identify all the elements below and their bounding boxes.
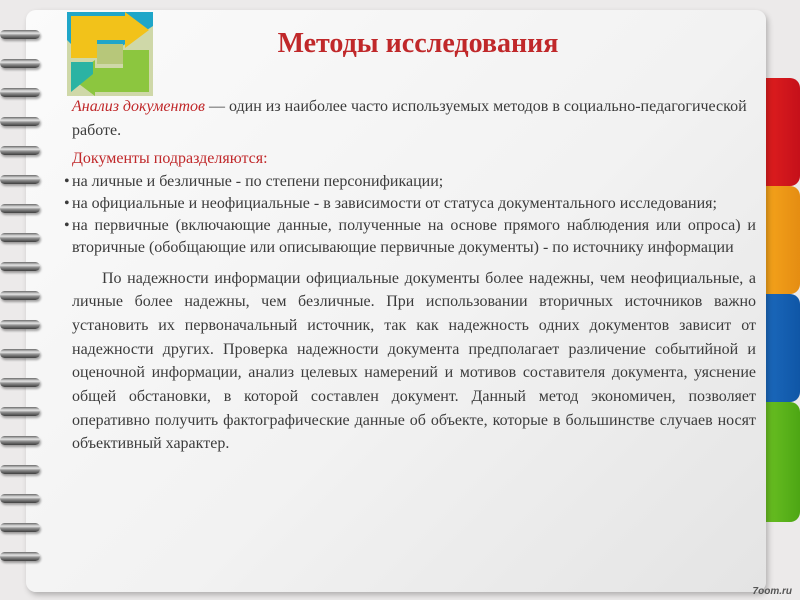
notebook-ring-icon [0,88,40,97]
tab-orange [760,186,800,294]
list-item: • на официальные и неофициальные - в зависимости от статуса документального исследования; [72,193,756,215]
notebook-ring-icon [0,407,40,416]
body-paragraph: По надежности информации официальные документы более надежны, чем неофициальные, а личные более надежны, чем безличные. При использовании вторичных источников важно установить их первоначальный источник, так как надежность одних документов зависит от надежности других. Проверка надежности документа предполагает различение событийной и оценочной информации, анализ целевых намерений и мотивов составителя документа, уяснение общей обстановки, в которой составлен документ. Данный метод экономичен, позволяет оперативно получить фактографические данные об объекте, которые в большинстве случаев носят объективный характер. [72,269,756,453]
intro-term: Анализ документов [72,98,205,115]
notebook-ring-icon [0,262,40,271]
list-item: • на первичные (включающие данные, полученные на основе прямого наблюдения или опроса) и вторичные (обобщающие или описывающие первичные документы) - по источнику информации [64,216,756,256]
notebook-ring-icon [0,552,40,561]
notebook-ring-icon [0,59,40,68]
notebook-ring-icon [0,465,40,474]
notebook-ring-icon [0,436,40,445]
list-item: • на личные и безличные - по степени персонификации; [72,171,756,193]
notebook-ring-icon [0,291,40,300]
notebook-ring-icon [0,175,40,184]
bullet-marker: • [64,172,70,190]
subheading: Документы подразделяются: [72,150,268,167]
intro-text: — один из наиболее часто используемых методов в социально-педагогической работе. [72,98,747,139]
page-title: Методы исследования [277,28,559,59]
notebook-ring-icon [0,320,40,329]
notebook-ring-icon [0,30,40,39]
bullet-marker: • [64,216,70,234]
notebook-ring-icon [0,233,40,242]
notebook-ring-icon [0,204,40,213]
recycle-arrows-logo [67,12,153,96]
slide-content [64,95,756,456]
notebook-ring-icon [0,494,40,503]
notebook-ring-icon [0,523,40,532]
notebook-ring-icon [0,378,40,387]
intro-paragraph [72,95,756,142]
notebook-ring-icon [0,146,40,155]
tab-green [760,402,800,522]
notebook-rings [0,30,44,590]
notebook-ring-icon [0,349,40,358]
bullet-list [64,171,756,259]
watermark: 7oom.ru [752,586,792,597]
tab-blue [760,294,800,402]
notebook-ring-icon [0,117,40,126]
tab-red [760,78,800,186]
bullet-marker: • [64,194,70,212]
